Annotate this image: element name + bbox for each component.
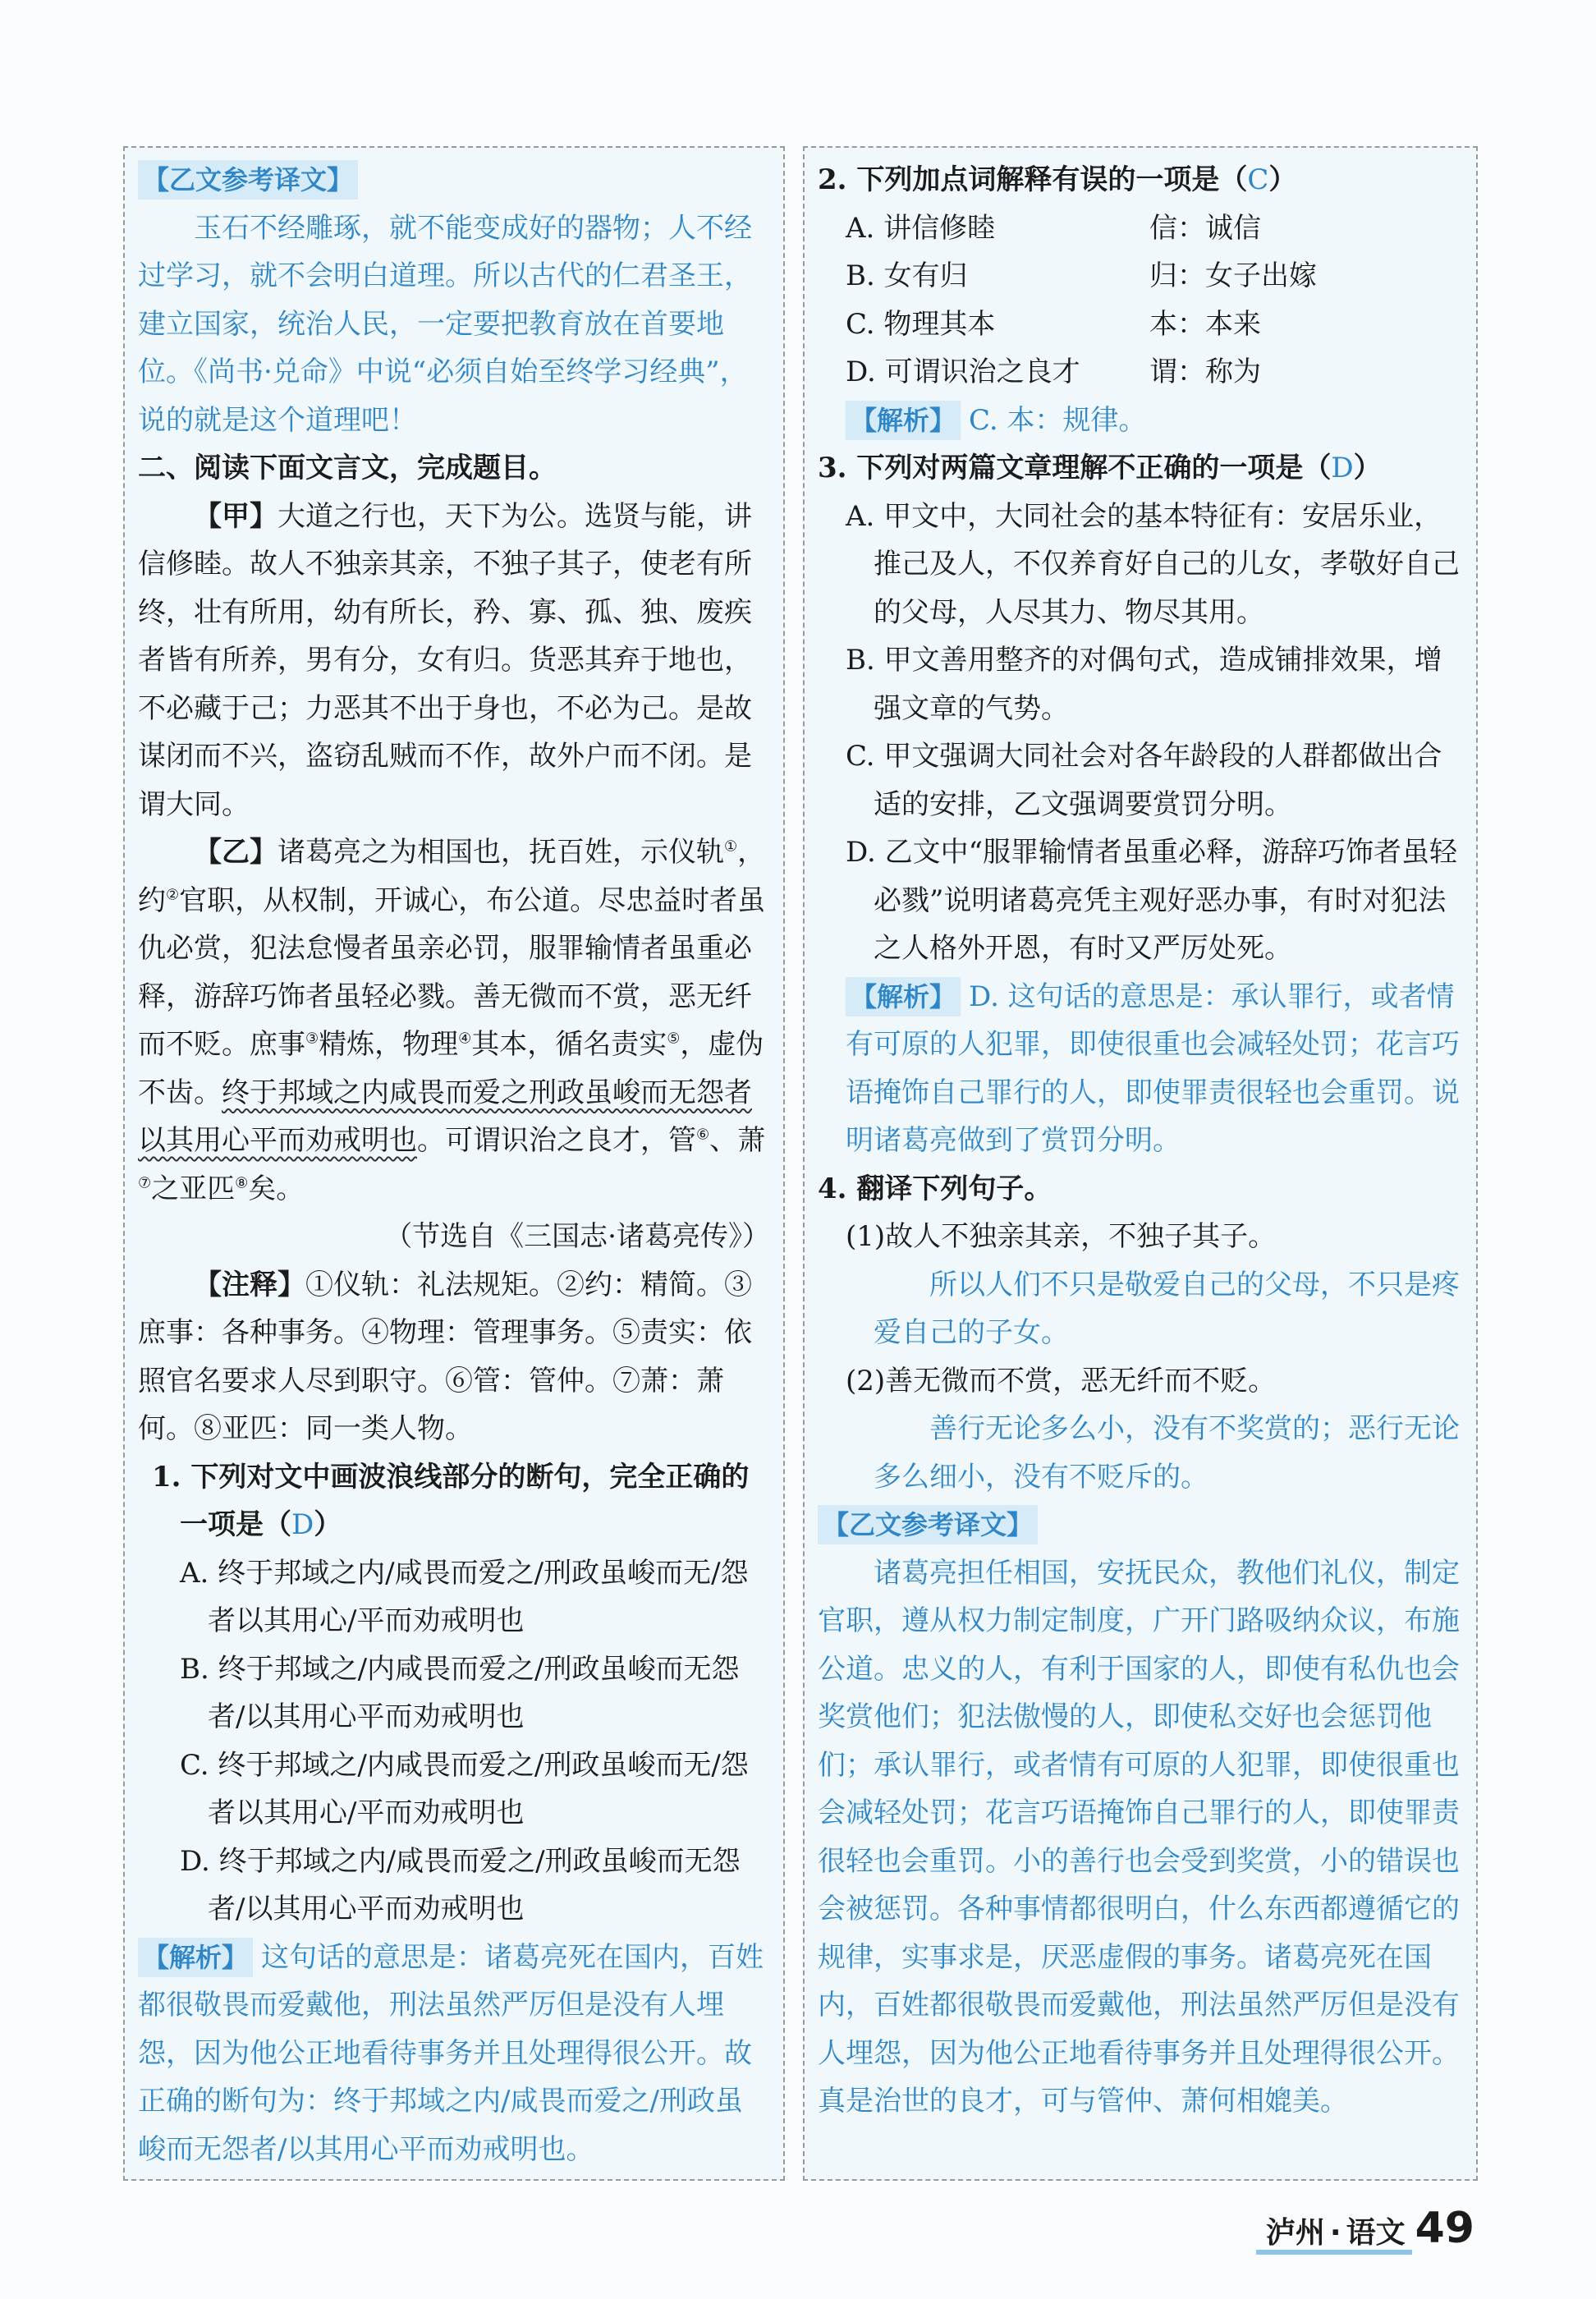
question-4: 4. 翻译下列句子。 — [818, 1172, 1053, 1205]
yi-text: 诸葛亮之为相国也，抚百姓，示仪轨 — [277, 836, 724, 869]
yi-text: ，虚伪不齿。 — [138, 1028, 764, 1109]
q2-option-gloss: 谓：称为 — [1149, 356, 1261, 388]
q1-explanation — [138, 1934, 770, 2174]
q2-option-text: D. 可谓识治之良才 — [846, 356, 1080, 388]
q4-answer-2: 善行无论多么小，没有不奖赏的；恶行无论多么细小，没有不贬斥的。 — [874, 1412, 1460, 1494]
q1-option-d: D. 终于邦域之内/咸畏而爱之/刑政虽峻而无怨者/以其用心平而劝戒明也 — [180, 1844, 741, 1925]
footnote-mark: ② — [166, 886, 180, 904]
footer-subject: 语文 — [1346, 2216, 1406, 2250]
yi-text: 官职，从权制，开诚心，布公道。尽忠益时者虽仇必赏，犯法怠慢者虽亲必罚，服罪输情者虽重必释，游辞巧饰者虽轻必戮。善无微而不赏，恶无纤而不贬。庶事 — [138, 883, 766, 1061]
passage-yi — [138, 828, 770, 1213]
question-2 — [818, 156, 1463, 204]
q4-sentence-1: (1)故人不独亲其亲，不独子其子。 — [846, 1220, 1277, 1253]
q2-option-text: C. 物理其本 — [846, 307, 996, 341]
q1-answer: D — [291, 1508, 314, 1541]
q2-option-d — [818, 348, 1463, 397]
footer-region: 泸州 — [1265, 2216, 1325, 2250]
jia-tag: 【甲】 — [194, 499, 277, 533]
q2-option-text: A. 讲信修睦 — [846, 211, 996, 245]
explanation-tag: 【解析】 — [846, 401, 961, 440]
question-3 — [818, 444, 1463, 493]
translation-a — [138, 156, 770, 204]
page-footer — [1266, 2204, 1474, 2253]
q2-option-gloss: 归：女子出嫁 — [1149, 259, 1317, 292]
q1-option-a: A. 终于邦域之内/咸畏而爱之/刑政虽峻而无/怨者以其用心/平而劝戒明也 — [180, 1556, 749, 1637]
q3-explanation-text: D. 这句话的意思是：承认罪行，或者情有可原的人犯罪，即使很重也会减轻处罚；花言巧语掩饰自己罪行的人，即使罪责很轻也会重罚。说明诸葛亮做到了赏罚分明。 — [846, 980, 1460, 1157]
notes — [138, 1261, 770, 1453]
q1-explanation-text: 这句话的意思是：诸葛亮死在国内，百姓都很敬畏而爱戴他，刑法虽然严厉但是没有人埋怨，因为他公正地看待事务并且处理得很公开。故正确的断句为：终于邦域之内/咸畏而爱之/刑政虽峻而无怨者/以其用心平而劝戒明也。 — [138, 1940, 764, 2166]
yi-text: 矣。 — [248, 1172, 305, 1205]
section-heading: 二、阅读下面文言文，完成题目。 — [138, 452, 557, 484]
footer-dot: · — [1329, 2216, 1341, 2250]
notes-tag: 【注释】 — [194, 1268, 305, 1301]
footnote-mark: ④ — [458, 1030, 472, 1048]
left-column — [123, 146, 785, 2181]
q2-option-text: B. 女有归 — [846, 259, 968, 292]
q2-option-b — [818, 252, 1463, 301]
footnote-mark: ① — [724, 837, 738, 856]
footnote-mark: ⑥ — [696, 1126, 710, 1144]
q1-stem: 1. 下列对文中画波浪线部分的断句，完全正确的一项是（ — [152, 1460, 750, 1541]
q4-answer-1: 所以人们不只是敬爱自己的父母，不只是疼爱自己的子女。 — [874, 1268, 1460, 1349]
translation-b-text: 诸葛亮担任相国，安抚民众，教他们礼仪，制定官职，遵从权力制定制度，广开门路吸纳众议，布施公道。忠义的人，有利于国家的人，即使有私仇也会奖赏他们；犯法傲慢的人，即使私交好也会惩罚他们；承认罪行，或者情有可原的人犯罪，即使很重也会减轻处罚；花言巧语掩饰自己罪行的人，即使罪责很轻也会重罚。小的善行也会受到奖赏，小的错误也会被惩罚。各种事情都很明白，什么东西都遵循它的规律，实事求是，厌恶虚假的事务。诸葛亮死在国内，百姓都很敬畏而爱戴他，刑法虽然严厉但是没有人埋怨，因为他公正地看待事务并且处理得很公开。真是治世的良才，可与管仲、萧何相媲美。 — [818, 1556, 1460, 2118]
q2-explanation — [818, 397, 1463, 445]
q2-answer: C — [1247, 163, 1269, 196]
q2-explanation-text: C. 本：规律。 — [969, 403, 1147, 437]
page-number: 49 — [1415, 2204, 1474, 2253]
yi-text: 。可谓识治之良才，管 — [417, 1124, 696, 1157]
q2-option-c — [818, 301, 1463, 349]
footnote-mark: ③ — [305, 1030, 319, 1048]
yi-text: ，约 — [138, 836, 766, 917]
wavy-underlined-sentence: 终于邦域之内咸畏而爱之刑政虽峻而无怨者以其用心平而劝戒明也 — [138, 1076, 752, 1157]
translation-a-text: 玉石不经雕琢，就不能变成好的器物；人不经过学习，就不会明白道理。所以古代的仁君圣王，建立国家，统治人民，一定要把教育放在首要地位。《尚书·兑命》中说“必须自始至终学习经典”，说的就是这个道理吧！ — [138, 211, 752, 437]
translation-tag: 【乙文参考译文】 — [818, 1505, 1038, 1544]
q1-close: ） — [314, 1508, 342, 1541]
q1-option-b: B. 终于邦域之/内咸畏而爱之/刑政虽峻而无怨者/以其用心平而劝戒明也 — [180, 1652, 740, 1733]
q3-explanation — [818, 973, 1463, 1165]
yi-text: 、萧 — [709, 1124, 766, 1157]
translation-tag: 【乙文参考译文】 — [138, 160, 358, 200]
q3-stem: 3. 下列对两篇文章理解不正确的一项是（ — [818, 452, 1332, 484]
footnote-mark: ⑦ — [138, 1174, 152, 1192]
passage-jia — [138, 493, 770, 829]
translation-b — [818, 1501, 1463, 1549]
explanation-tag: 【解析】 — [138, 1938, 253, 1977]
q1-option-c: C. 终于邦域之/内咸畏而爱之/刑政虽峻而无/怨者以其用心/平而劝戒明也 — [180, 1748, 749, 1829]
footnote-mark: ⑤ — [667, 1030, 681, 1048]
yi-text: 其本，循名责实 — [471, 1028, 667, 1061]
q3-answer: D — [1331, 452, 1354, 484]
question-1 — [138, 1453, 770, 1549]
q3-option-d: D. 乙文中“服罪输情者虽重必释，游辞巧饰者虽轻必戮”说明诸葛亮凭主观好恶办事，有时对犯法之人格外开恩，有时又严厉处死。 — [846, 836, 1458, 965]
q3-option-b: B. 甲文善用整齐的对偶句式，造成铺排效果，增强文章的气势。 — [846, 644, 1442, 725]
q2-close: ） — [1268, 163, 1297, 196]
right-column — [803, 146, 1478, 2181]
notes-text: ①仪轨：礼法规矩。②约：精简。③庶事：各种事务。④物理：管理事务。⑤责实：依照官名要求人尽到职守。⑥管：管仲。⑦萧：萧何。⑧亚匹：同一类人物。 — [138, 1268, 752, 1445]
footnote-mark: ⑧ — [235, 1174, 249, 1192]
q4-sentence-2: (2)善无微而不赏，恶无纤而不贬。 — [846, 1364, 1277, 1397]
q2-option-gloss: 本：本来 — [1149, 307, 1261, 341]
q2-option-a — [818, 204, 1463, 253]
jia-text: 大道之行也，天下为公。选贤与能，讲信修睦。故人不独亲其亲，不独子其子，使老有所终，壮有所用，幼有所长，矜、寡、孤、独、废疾者皆有所养，男有分，女有归。货恶其弃于地也，不必藏于己；力恶其不出于身也，不必为己。是故谋闭而不兴，盗窃乱贼而不作，故外户而不闭。是谓大同。 — [138, 499, 752, 821]
yi-tag: 【乙】 — [194, 836, 277, 869]
q2-option-gloss: 信：诚信 — [1149, 211, 1261, 245]
q2-stem: 2. 下列加点词解释有误的一项是（ — [818, 163, 1248, 196]
footer-underline — [1256, 2250, 1412, 2255]
yi-text: 精炼，物理 — [319, 1028, 459, 1061]
yi-text: 之亚匹 — [151, 1172, 236, 1205]
explanation-tag: 【解析】 — [846, 977, 961, 1016]
q3-option-a: A. 甲文中，大同社会的基本特征有：安居乐业，推己及人，不仅养育好自己的儿女，孝敬好自己的父母，人尽其力、物尽其用。 — [846, 499, 1460, 629]
q3-option-c: C. 甲文强调大同社会对各年龄段的人群都做出合适的安排，乙文强调要赏罚分明。 — [846, 740, 1442, 821]
q3-close: ） — [1353, 452, 1382, 484]
source-citation: （节选自《三国志·诸葛亮传》） — [384, 1220, 770, 1253]
